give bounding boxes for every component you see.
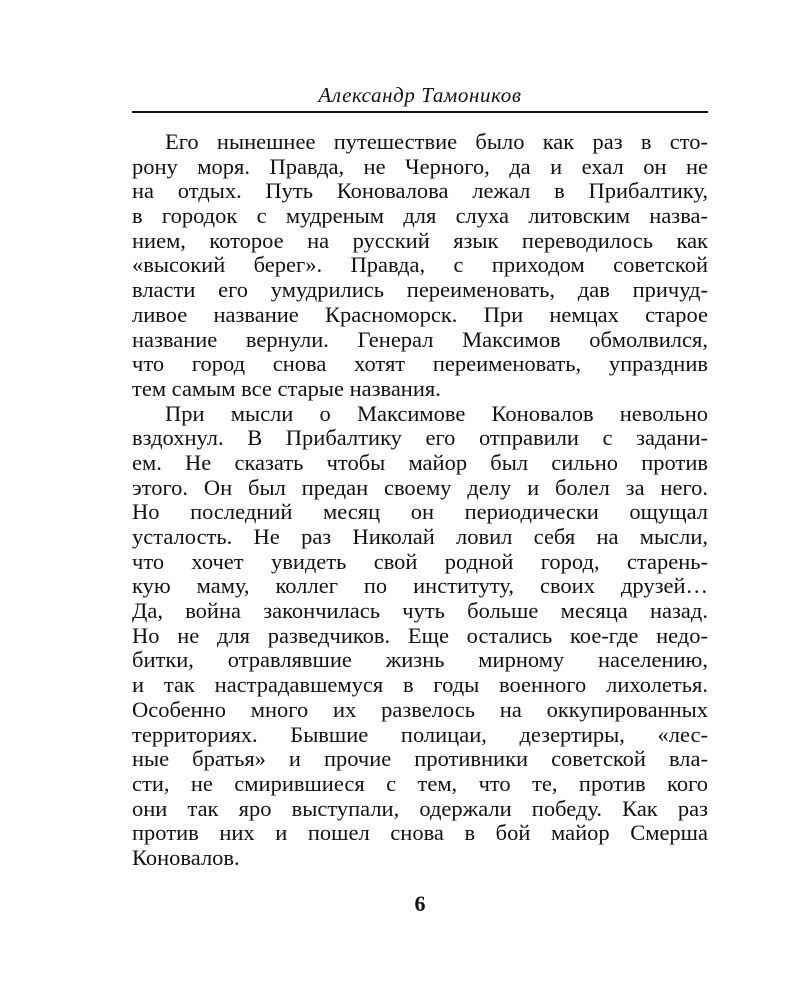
text-line: тем самым все старые названия. [132,375,441,401]
text-line: название вернули. Генерал Максимов обмолвился, [132,326,708,352]
page-number: 6 [414,891,426,916]
text-line: в городок с мудреным для слуха литовским назва- [132,203,708,229]
text-line: битки, отравлявшие жизнь мирному населению, [132,647,708,673]
text-line: против них и пошел снова в бой майор Смерша [132,820,708,846]
text-line: что хочет увидеть свой родной город, старень- [132,548,708,574]
text-line: территориях. Бывшие полицаи, дезертиры, «лес- [132,721,708,747]
text-line: Его нынешнее путешествие было как раз в сто- [165,129,708,154]
header-rule [132,111,708,113]
text-line: на отдых. Путь Коновалова лежал в Прибалтику, [132,178,708,204]
text-line: «высокий берег». Правда, с приходом советской [132,252,708,278]
text-line: При мысли о Максимове Коновалов невольно [165,400,708,426]
text-line: что город снова хотят переименовать, упразднив [132,351,708,377]
text-line: власти его умудрились переименовать, дав причуд- [132,277,708,303]
text-line: и так настрадавшемуся в годы военного лихолетья. [132,672,708,698]
text-line: Но последний месяц он периодически ощущал [132,499,708,525]
text-line: ливое название Красноморск. При немцах старое [132,301,708,327]
text-line: ные братья» и прочие противники советской вла- [132,746,708,772]
body-text [132,130,708,871]
text-line: они так яро выступали, одержали победу. Как раз [132,795,708,821]
running-head-author: Александр Тамоников [318,83,522,107]
text-line: рону моря. Правда, не Черного, да и ехал он не [132,153,708,179]
text-line: усталость. Не раз Николай ловил себя на мысли, [132,524,708,549]
text-line: сти, не смирившиеся с тем, что те, против кого [132,770,708,796]
text-line: этого. Он был предан своему делу и болел за него. [132,474,708,500]
text-line: кую маму, коллег по институту, своих друзей… [132,573,708,599]
text-line: ем. Не сказать чтобы майор был сильно против [132,449,708,475]
text-line: нием, которое на русский язык переводилось как [132,227,708,253]
text-line: Да, война закончилась чуть больше месяца назад. [132,598,708,624]
text-line: Но не для разведчиков. Еще остались кое-где недо- [132,622,708,648]
text-line: Коновалов. [132,844,240,870]
text-line: вздохнул. В Прибалтику его отправили с задани- [132,425,708,451]
text-line: Особенно много их развелось на оккупированных [132,696,708,722]
